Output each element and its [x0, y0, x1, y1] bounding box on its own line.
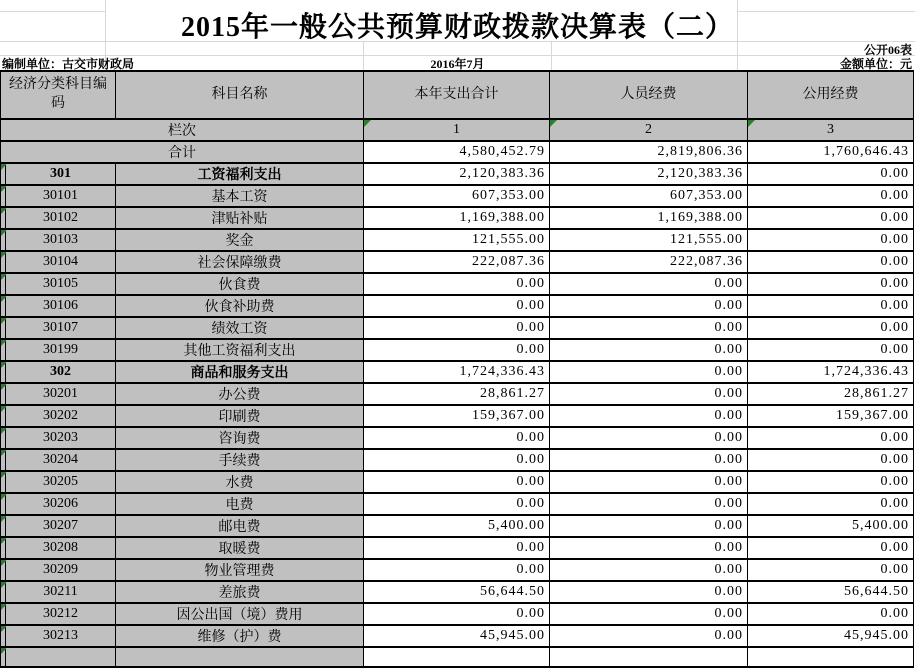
- error-indicator-icon: [550, 120, 557, 127]
- meta-row: [0, 55, 915, 70]
- code-cell[interactable]: [6, 647, 116, 667]
- subject-name-cell[interactable]: 差旅费: [116, 581, 364, 603]
- code-cell[interactable]: 30212: [6, 603, 116, 625]
- table-row: [1, 383, 914, 405]
- personnel-expense-cell[interactable]: 0.00: [550, 603, 748, 625]
- code-cell[interactable]: 30209: [6, 559, 116, 581]
- subject-name-cell[interactable]: 因公出国（境）费用: [116, 603, 364, 625]
- code-cell[interactable]: 30208: [6, 537, 116, 559]
- total-expense-cell[interactable]: 159,367.00: [364, 405, 550, 427]
- code-cell[interactable]: 30102: [6, 207, 116, 229]
- public-expense-cell[interactable]: 0.00: [748, 427, 914, 449]
- table-row: [1, 163, 914, 185]
- code-cell[interactable]: 30103: [6, 229, 116, 251]
- header-row: [1, 71, 914, 119]
- personnel-expense-cell[interactable]: 0.00: [550, 471, 748, 493]
- subject-name-cell[interactable]: 工资福利支出: [116, 163, 364, 185]
- table-row: [1, 471, 914, 493]
- public-expense-cell[interactable]: 28,861.27: [748, 383, 914, 405]
- lanci-col1-cell[interactable]: [364, 119, 550, 141]
- subject-name-cell[interactable]: 办公费: [116, 383, 364, 405]
- personnel-expense-cell[interactable]: 222,087.36: [550, 251, 748, 273]
- subject-name-cell[interactable]: 其他工资福利支出: [116, 339, 364, 361]
- report-title: 2015年一般公共预算财政拨款决算表（二）: [180, 12, 734, 43]
- table-row: [1, 493, 914, 515]
- table-row: [1, 581, 914, 603]
- subject-name-cell[interactable]: 津贴补贴: [116, 207, 364, 229]
- personnel-expense-cell[interactable]: 0.00: [550, 493, 748, 515]
- table-row: [1, 273, 914, 295]
- public-expense-cell[interactable]: 56,644.50: [748, 581, 914, 603]
- subject-name-cell[interactable]: 印刷费: [116, 405, 364, 427]
- public-expense-cell[interactable]: 0.00: [748, 449, 914, 471]
- public-expense-cell[interactable]: 0.00: [748, 493, 914, 515]
- personnel-expense-cell[interactable]: 0.00: [550, 295, 748, 317]
- table-row: [1, 185, 914, 207]
- subject-name-cell[interactable]: 电费: [116, 493, 364, 515]
- subject-name-cell[interactable]: 手续费: [116, 449, 364, 471]
- total-expense-cell[interactable]: 56,644.50: [364, 581, 550, 603]
- table-row: [1, 625, 914, 647]
- personnel-expense-cell[interactable]: 0.00: [550, 625, 748, 647]
- lanci-col3-cell[interactable]: [748, 119, 914, 141]
- code-cell[interactable]: 30201: [6, 383, 116, 405]
- personnel-expense-cell[interactable]: 0.00: [550, 273, 748, 295]
- personnel-expense-cell[interactable]: 0.00: [550, 383, 748, 405]
- public-expense-cell[interactable]: [748, 647, 914, 667]
- subject-name-cell[interactable]: 绩效工资: [116, 317, 364, 339]
- header-personnel-cell[interactable]: 人员经费: [550, 71, 748, 119]
- total-expense-cell[interactable]: 5,400.00: [364, 515, 550, 537]
- total-expense-cell[interactable]: 222,087.36: [364, 251, 550, 273]
- code-cell[interactable]: 30205: [6, 471, 116, 493]
- total-personnel-cell[interactable]: 2,819,806.36: [550, 141, 748, 163]
- lanci-col2-cell[interactable]: [550, 119, 748, 141]
- personnel-expense-cell[interactable]: 0.00: [550, 515, 748, 537]
- sheet-top-area: [0, 0, 915, 70]
- subject-name-cell[interactable]: [116, 647, 364, 667]
- header-code-cell[interactable]: 经济分类科目编码: [1, 71, 116, 119]
- amount-unit-label: 金额单位：元: [839, 57, 912, 71]
- total-expense-cell[interactable]: 121,555.00: [364, 229, 550, 251]
- code-cell[interactable]: 30211: [6, 581, 116, 603]
- subject-name-cell[interactable]: 邮电费: [116, 515, 364, 537]
- table-row: [1, 427, 914, 449]
- sheet-number-label: 公开06表: [863, 43, 912, 57]
- personnel-expense-cell[interactable]: 1,169,388.00: [550, 207, 748, 229]
- report-date-label: 2016年7月: [430, 57, 485, 71]
- subject-name-cell[interactable]: 商品和服务支出: [116, 361, 364, 383]
- header-public-cell[interactable]: 公用经费: [748, 71, 914, 119]
- total-expense-cell[interactable]: 1,169,388.00: [364, 207, 550, 229]
- total-expense-cell[interactable]: 0.00: [364, 427, 550, 449]
- total-sum-cell[interactable]: 4,580,452.79: [364, 141, 550, 163]
- total-expense-cell[interactable]: 0.00: [364, 339, 550, 361]
- lanci-label-cell[interactable]: 栏次: [1, 119, 364, 141]
- table-row: [1, 295, 914, 317]
- subject-name-cell[interactable]: 基本工资: [116, 185, 364, 207]
- total-expense-cell[interactable]: 28,861.27: [364, 383, 550, 405]
- code-cell[interactable]: 30203: [6, 427, 116, 449]
- total-expense-cell[interactable]: 0.00: [364, 273, 550, 295]
- personnel-expense-cell[interactable]: 0.00: [550, 405, 748, 427]
- total-expense-cell[interactable]: 0.00: [364, 317, 550, 339]
- personnel-expense-cell[interactable]: 121,555.00: [550, 229, 748, 251]
- public-expense-cell[interactable]: 0.00: [748, 163, 914, 185]
- code-cell[interactable]: 30101: [6, 185, 116, 207]
- personnel-expense-cell[interactable]: [550, 647, 748, 667]
- total-public-cell[interactable]: 1,760,646.43: [748, 141, 914, 163]
- code-cell[interactable]: 30204: [6, 449, 116, 471]
- code-cell[interactable]: 30199: [6, 339, 116, 361]
- subject-name-cell[interactable]: 伙食补助费: [116, 295, 364, 317]
- subject-name-cell[interactable]: 物业管理费: [116, 559, 364, 581]
- public-expense-cell[interactable]: 0.00: [748, 537, 914, 559]
- public-expense-cell[interactable]: 0.00: [748, 559, 914, 581]
- total-expense-cell[interactable]: 0.00: [364, 537, 550, 559]
- table-row: [1, 229, 914, 251]
- error-indicator-icon: [364, 120, 371, 127]
- public-expense-cell[interactable]: 0.00: [748, 185, 914, 207]
- lanci-col3-value: 3: [827, 122, 834, 137]
- table-row: [1, 603, 914, 625]
- table-row: [1, 559, 914, 581]
- public-expense-cell[interactable]: 1,724,336.43: [748, 361, 914, 383]
- code-cell[interactable]: 30207: [6, 515, 116, 537]
- subject-name-cell[interactable]: 社会保障缴费: [116, 251, 364, 273]
- personnel-expense-cell[interactable]: 0.00: [550, 537, 748, 559]
- header-name-cell[interactable]: 科目名称: [116, 71, 364, 119]
- total-expense-cell[interactable]: 45,945.00: [364, 625, 550, 647]
- public-expense-cell[interactable]: 0.00: [748, 339, 914, 361]
- table-row: [1, 449, 914, 471]
- total-expense-cell[interactable]: 0.00: [364, 449, 550, 471]
- personnel-expense-cell[interactable]: 0.00: [550, 317, 748, 339]
- subject-name-cell[interactable]: 伙食费: [116, 273, 364, 295]
- code-cell[interactable]: 301: [6, 163, 116, 185]
- public-expense-cell[interactable]: 0.00: [748, 471, 914, 493]
- public-expense-cell[interactable]: 0.00: [748, 229, 914, 251]
- total-expense-cell[interactable]: 0.00: [364, 603, 550, 625]
- personnel-expense-cell[interactable]: 0.00: [550, 581, 748, 603]
- total-expense-cell[interactable]: [364, 647, 550, 667]
- public-expense-cell[interactable]: 159,367.00: [748, 405, 914, 427]
- code-cell[interactable]: 30104: [6, 251, 116, 273]
- total-expense-cell[interactable]: 2,120,383.36: [364, 163, 550, 185]
- prepared-by-label: 编制单位：古交市财政局: [2, 57, 135, 71]
- table-row: [1, 207, 914, 229]
- total-expense-cell[interactable]: 0.00: [364, 493, 550, 515]
- personnel-expense-cell[interactable]: 0.00: [550, 449, 748, 471]
- public-expense-cell[interactable]: 0.00: [748, 251, 914, 273]
- code-cell[interactable]: 30206: [6, 493, 116, 515]
- table-row: [1, 405, 914, 427]
- personnel-expense-cell[interactable]: 0.00: [550, 361, 748, 383]
- subject-name-cell[interactable]: 咨询费: [116, 427, 364, 449]
- public-expense-cell[interactable]: 0.00: [748, 273, 914, 295]
- subject-name-cell[interactable]: 维修（护）费: [116, 625, 364, 647]
- code-cell[interactable]: 302: [6, 361, 116, 383]
- public-expense-cell[interactable]: 0.00: [748, 295, 914, 317]
- total-label-cell[interactable]: 合计: [1, 141, 364, 163]
- error-indicator-icon: [748, 120, 755, 127]
- table-row: [1, 251, 914, 273]
- total-expense-cell[interactable]: 1,724,336.43: [364, 361, 550, 383]
- personnel-expense-cell[interactable]: 2,120,383.36: [550, 163, 748, 185]
- total-expense-cell[interactable]: 0.00: [364, 559, 550, 581]
- total-expense-cell[interactable]: 0.00: [364, 471, 550, 493]
- grand-total-row: [1, 141, 914, 163]
- partial-row: [1, 647, 914, 667]
- code-cell[interactable]: 30107: [6, 317, 116, 339]
- table-row: [1, 317, 914, 339]
- table-row: [1, 537, 914, 559]
- header-total-cell[interactable]: 本年支出合计: [364, 71, 550, 119]
- public-expense-cell[interactable]: 0.00: [748, 207, 914, 229]
- total-expense-cell[interactable]: 607,353.00: [364, 185, 550, 207]
- table-row: [1, 515, 914, 537]
- personnel-expense-cell[interactable]: 0.00: [550, 559, 748, 581]
- table-row: [1, 339, 914, 361]
- public-expense-cell[interactable]: 0.00: [748, 317, 914, 339]
- budget-table: [0, 70, 914, 668]
- lanci-col2-value: 2: [645, 122, 652, 137]
- code-cell[interactable]: 30106: [6, 295, 116, 317]
- lanci-col1-value: 1: [453, 122, 460, 137]
- public-expense-cell[interactable]: 45,945.00: [748, 625, 914, 647]
- code-cell[interactable]: 30105: [6, 273, 116, 295]
- code-cell[interactable]: 30213: [6, 625, 116, 647]
- subject-name-cell[interactable]: 水费: [116, 471, 364, 493]
- personnel-expense-cell[interactable]: 0.00: [550, 427, 748, 449]
- column-index-row: [1, 119, 914, 141]
- personnel-expense-cell[interactable]: 0.00: [550, 339, 748, 361]
- public-expense-cell[interactable]: 0.00: [748, 603, 914, 625]
- personnel-expense-cell[interactable]: 607,353.00: [550, 185, 748, 207]
- public-expense-cell[interactable]: 5,400.00: [748, 515, 914, 537]
- code-cell[interactable]: 30202: [6, 405, 116, 427]
- total-expense-cell[interactable]: 0.00: [364, 295, 550, 317]
- subject-name-cell[interactable]: 奖金: [116, 229, 364, 251]
- table-row: [1, 361, 914, 383]
- subject-name-cell[interactable]: 取暖费: [116, 537, 364, 559]
